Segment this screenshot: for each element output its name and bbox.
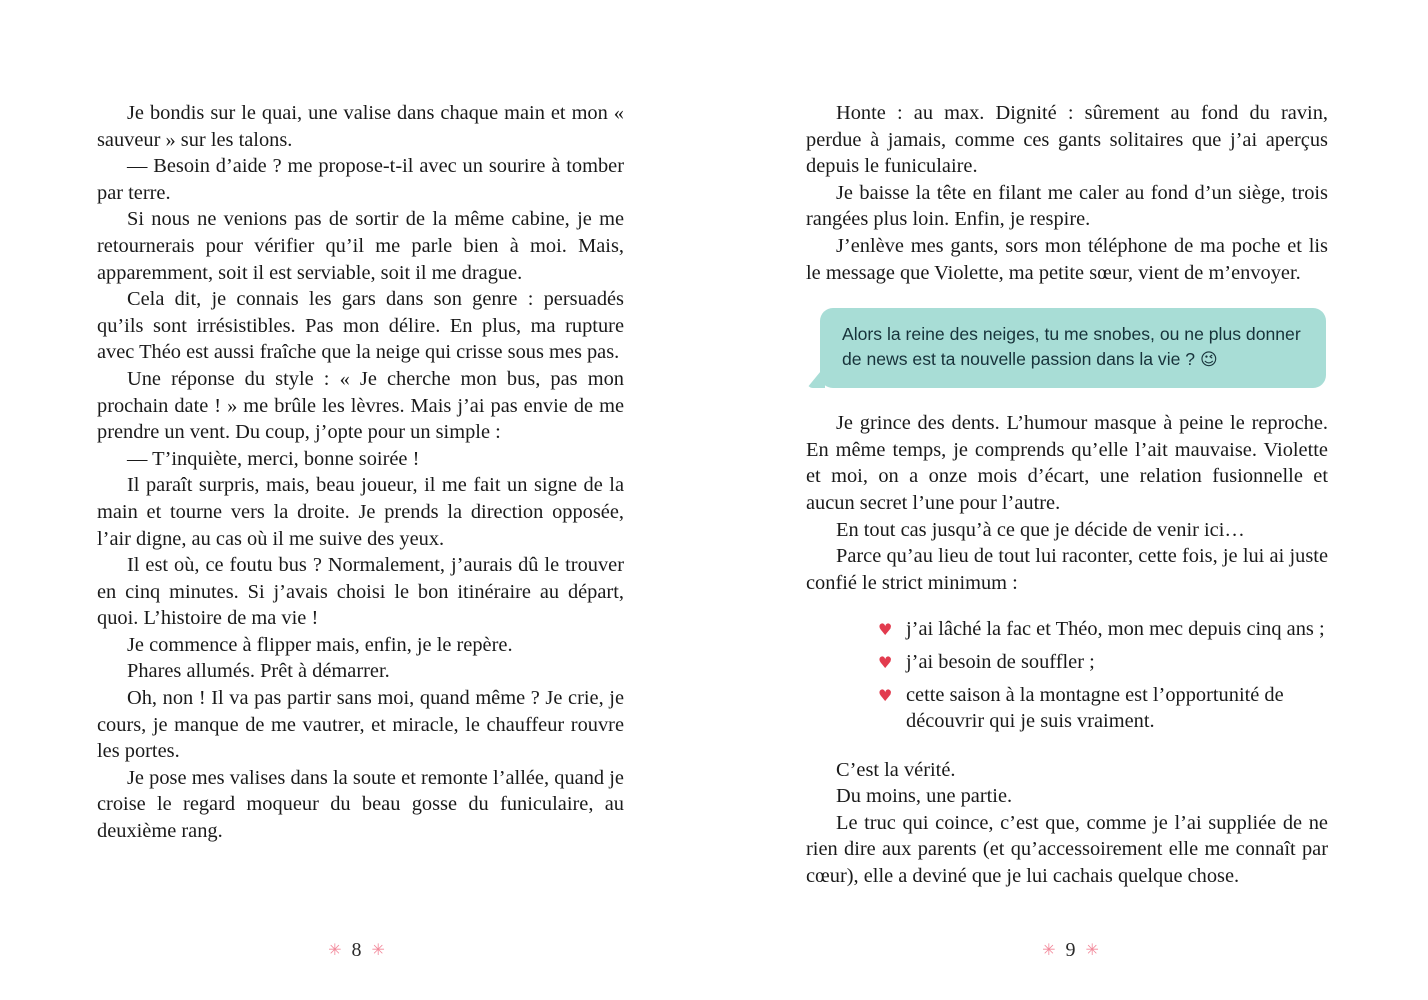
list-item [878, 682, 1328, 735]
left-page-body [97, 100, 624, 845]
paragraph: Une réponse du style : « Je cherche mon bus, pas mon prochain date ! » me brûle les lèvres. Mais j’ai pas envie de me prendre un vent. Du coup, j’opte pour un simple : [97, 367, 624, 444]
flower-ornament-icon: ✳ [371, 940, 386, 959]
paragraph: Il paraît surpris, mais, beau joueur, il me fait un signe de la main et tourne vers la droite. Je prends la direction opposée, l’air digne, au cas où il me suive des yeux. [97, 474, 624, 550]
paragraph: Honte : au max. Dignité : sûrement au fond du ravin, perdue à jamais, comme ces gants solitaires que j’ai aperçus depuis le funiculaire. [806, 102, 1328, 178]
heart-bullet-list [806, 616, 1328, 734]
paragraph: Phares allumés. Prêt à démarrer. [127, 660, 390, 683]
paragraph: — T’inquiète, merci, bonne soirée ! [127, 447, 420, 470]
flower-ornament-icon: ✳ [328, 940, 343, 959]
paragraph: En tout cas jusqu’à ce que je décide de venir ici… [836, 518, 1245, 541]
paragraph: Le truc qui coince, c’est que, comme je l’ai suppliée de ne rien dire aux parents (et qu’accessoirement elle me connaît par cœur), elle a deviné que je lui cachais quelque chose. [806, 811, 1328, 888]
page-number: 8 [351, 939, 363, 961]
heart-icon: ♥ [878, 652, 893, 672]
wink-emoji-icon: 😉 [1199, 350, 1218, 371]
paragraph: Oh, non ! Il va pas partir sans moi, quand même ? Je crie, je cours, je manque de me vautrer, et miracle, le chauffeur rouvre les portes. [97, 687, 624, 763]
list-item [878, 649, 1328, 676]
heart-icon: ♥ [878, 620, 893, 640]
flower-ornament-icon: ✳ [1085, 940, 1100, 959]
paragraph: Je commence à flipper mais, enfin, je le repère. [127, 633, 513, 656]
sms-message [806, 308, 1328, 388]
paragraph: Cela dit, je connais les gars dans son genre : persuadés qu’ils sont irrésistibles. Pas mon délire. En plus, ma rupture avec Théo est aussi fraîche que la neige qui crisse sous mes pas. [97, 288, 624, 364]
folio-right [714, 939, 1428, 962]
list-item-text: cette saison à la montagne est l’opportunité de découvrir qui je suis vraiment. [906, 683, 1284, 733]
paragraph: Si nous ne venions pas de sortir de la même cabine, je me retournerais pour vérifier qu’il me parle bien à moi. Mais, apparemment, soit il est serviable, soit il me drague. [97, 208, 624, 284]
paragraph: C’est la vérité. [836, 758, 956, 781]
list-item [878, 616, 1328, 643]
page-number: 9 [1065, 939, 1077, 961]
paragraph: J’enlève mes gants, sors mon téléphone de ma poche et lis le message que Violette, ma petite sœur, vient de m’envoyer. [806, 234, 1328, 284]
paragraph: Je pose mes valises dans la soute et remonte l’allée, quand je croise le regard moqueur du beau gosse du funiculaire, au deuxième rang. [97, 766, 624, 843]
paragraph: Parce qu’au lieu de tout lui raconter, cette fois, je lui ai juste confié le strict minimum : [806, 545, 1328, 594]
heart-icon: ♥ [878, 685, 893, 705]
list-item-text: j’ai lâché la fac et Théo, mon mec depuis cinq ans ; [906, 618, 1325, 641]
page-right [714, 0, 1428, 1000]
paragraph: Je grince des dents. L’humour masque à peine le reproche. En même temps, je comprends qu’elle l’ait mauvaise. Violette et moi, on a onze mois d’écart, une relation fusionnelle et aucun secret l’une pour l’autre. [806, 412, 1328, 514]
sms-bubble [820, 308, 1326, 388]
paragraph: Je baisse la tête en filant me caler au fond d’un siège, trois rangées plus loin. Enfin, je respire. [806, 181, 1328, 231]
list-item-text: j’ai besoin de souffler ; [906, 650, 1095, 673]
sms-text: Alors la reine des neiges, tu me snobes, ou ne plus donner de news est ta nouvelle passion dans la vie ? [842, 324, 1301, 370]
paragraph: Il est où, ce foutu bus ? Normalement, j’aurais dû le trouver en cinq minutes. Si j’avais choisi le bon itinéraire au départ, quoi. L’histoire de ma vie ! [97, 554, 624, 630]
paragraph: Du moins, une partie. [836, 785, 1013, 808]
paragraph: — Besoin d’aide ? me propose-t-il avec un sourire à tomber par terre. [97, 155, 624, 204]
right-page-body [806, 100, 1328, 890]
paragraph: Je bondis sur le quai, une valise dans chaque main et mon « sauveur » sur les talons. [97, 102, 624, 151]
flower-ornament-icon: ✳ [1042, 940, 1057, 959]
folio-left [0, 939, 714, 962]
